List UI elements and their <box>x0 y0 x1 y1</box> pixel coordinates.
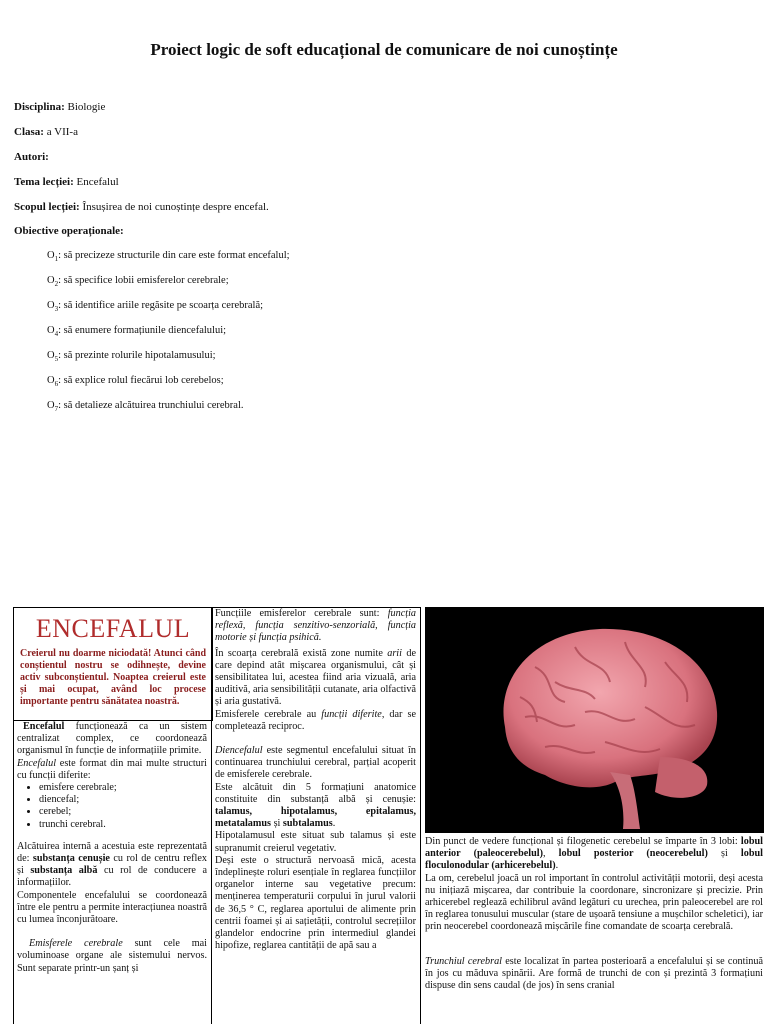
meta-obiective: Obiective operaționale: <box>14 225 124 237</box>
objective-item: $O_5$: să prezinte rolurile hipotalamusului; <box>47 350 216 364</box>
objective-item: $O_2$: să specifice lobii emisferelor cerebrale; <box>47 275 229 289</box>
list-item: • trunchi cerebral. <box>39 819 207 831</box>
objective-item: $O_6$: să explice rolul fiecărui lob cerebelos; <box>47 375 224 389</box>
meta-disciplina: Disciplina: Biologie <box>14 101 106 113</box>
objective-item: $O_7$: să detalieze alcătuirea trunchiului cerebral. <box>47 400 244 414</box>
objective-item: $O_1$: să precizeze structurile din care este format encefalul; <box>47 250 290 264</box>
list-item: • diencefal; <box>39 794 207 806</box>
page-title: Proiect logic de soft educațional de comunicare de noi cunoștințe <box>150 40 618 59</box>
brain-image <box>425 607 764 833</box>
meta-clasa: Clasa: a VII-a <box>14 126 78 138</box>
objective-item: $O_3$: să identifice ariile regăsite pe scoarța cerebrală; <box>47 300 264 314</box>
brain-illustration <box>425 607 764 833</box>
col2-right-border <box>420 607 421 1024</box>
objective-item: $O_4$: să enumere formațiunile diencefalului; <box>47 325 227 339</box>
box-quote: Creierul nu doarme niciodată! Atunci când conștientul nostru se odihnește, devine activ subconștientul. Noaptea creierul este și mai ocupat, având loc procese importante pentru sănătatea noastră. <box>20 648 206 707</box>
list-item: • cerebel; <box>39 806 207 818</box>
column-2: Funcțiile emisferelor cerebrale sunt: funcția reflexă, funcția senzitivo-senzorială, funcția motorie și funcția psihică. În scoarța cerebrală există zone numite arii de care depind atât mișcarea organismului, cât și sensibilitatea lui, acestea fiind aria vizuală, aria auditivă, aria sensibilității cutanate, aria olfactivă și aria gustativă. Emisferele cerebrale au funcții diferite, dar se completează reciproc. Diencefalul este segmentul encefalului situat în continuarea trunchiului cerebral, parțial acoperit de emisferele cerebrale. Este alcătuit din 5 formațiuni anatomice constituite din substanță albă și cenușie: talamus, hipotalamus, epitalamus, metatalamus și subtalamus. Hipotalamusul este situat sub talamus și este supranumit creierul vegetativ. Deși este o structură nervoasă mică, acesta îndeplinește roluri esențiale în reglarea funcțiilor organelor interne sau vegetative precum: menținerea temperaturii corpului în jurul valorii de 36,5 ° C, reglarea aportului de alimente prin centrii foamei și ai sațietății, controlul secrețiilor glandelor endocrine prin intermediul glandei hipofize, reglarea cantității de apă sau a <box>215 608 416 952</box>
meta-tema: Tema lecției: Encefalul <box>14 176 119 188</box>
meta-autori: Autori: <box>14 151 49 163</box>
title-box <box>13 607 213 721</box>
meta-scop: Scopul lecției: Însușirea de noi cunoștințe despre encefal. <box>14 201 269 213</box>
column-1: Encefalul funcționează ca un sistem centralizat complex, ce coordonează organismul în funcție de informațiile primite. Encefalul este format din mai multe structuri cu funcții diferite: • emisfere cerebrale; • diencefal; • cerebel; • trunchi cerebral. Alcătuirea internă a acestuia este reprezentată de: substanța cenușie cu rol de centru reflex și substanța albă cu rol de conducere a informațiilor. Componentele encefalului se coordonează între ele pentru a permite interacțiunea noastră cu lumea înconjurătoare. Emisferele cerebrale sunt cele mai voluminoase organe ale sistemului nervos. Sunt separate printr-un șanț și <box>17 721 207 975</box>
list-item: • emisfere cerebrale; <box>39 782 207 794</box>
structures-list <box>17 782 207 831</box>
box-heading: ENCEFALUL <box>35 614 191 643</box>
col1-left-border <box>13 607 14 1024</box>
col1-right-border <box>211 607 212 1024</box>
column-3: Din punct de vedere funcțional și filogenetic cerebelul se împarte în 3 lobi: lobul anterior (paleocerebelul), lobul posterior (neocerebelul) și lobul floculonodular (arhicerebelul). La om, cerebelul joacă un rol important în controlul activității motorii, deși acesta nu inițiază mișcarea, dar contribuie la coordonare, sincronizare și precizie. Prin arhicerebel reglează echilibrul având legături cu urechea, prin paleocerebel are rol în reglarea tonusului muscular (stare de ușoară tensiune a mușchilor scheletici), iar prin neocerebel coordonează mișcările fine comandate de scoarța cerebrală. Trunchiul cerebral este localizat în partea posterioară a encefalului și se continuă în jos cu măduva spinării. Are formă de trunchi de con și prezintă 3 formațiuni dispuse din sens caudal (de jos) în sens cranial <box>425 836 764 992</box>
